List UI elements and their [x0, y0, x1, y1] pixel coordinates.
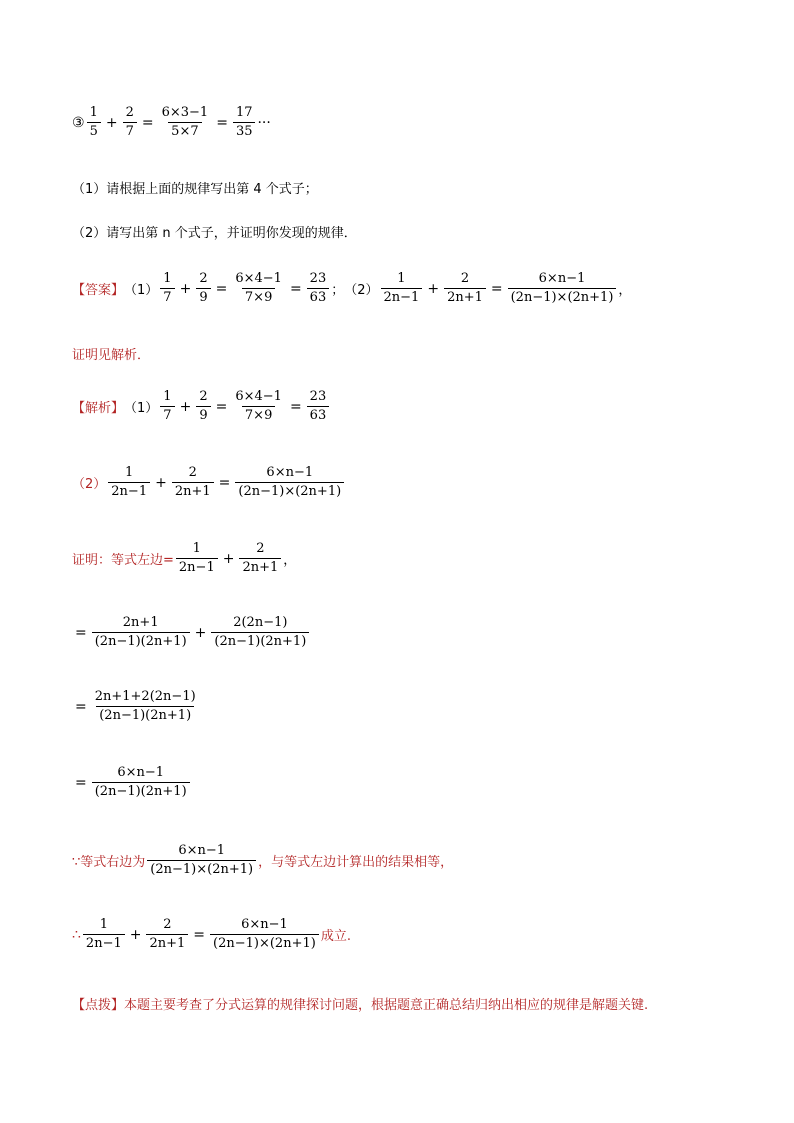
fraction: $\frac{1}{2n-1}$ [381, 272, 423, 306]
question-1: （1）请根据上面的规律写出第 4 个式子； [72, 182, 318, 197]
fraction: $\frac{17}{35}$ [233, 106, 256, 140]
circle-number: ③ [72, 114, 85, 131]
example-3: ③ $\frac{1}{5}$ + $\frac{2}{7}$ = $\frac{6\times 3-1}{5\times 7}$ = $\frac{17}{35}$ ··· [72, 105, 271, 139]
proof-start: 证明：等式左边= $\frac{1}{2n-1}$ + $\frac{2}{2n+1}$ ， [72, 541, 297, 575]
answer-line: 【答案】 （1） $\frac{1}{7}$ + $\frac{2}{9}$ = $\frac{6\times 4-1}{7\times 9}$ = $\frac{23}{63}$ ； （2） $\frac{1}{2n-1}$ + $\frac{2}{2n+1}$ = $\frac{6\times n-1}{(2n-1)\times(2n+1)}$ ， [72, 271, 632, 305]
fraction: $\frac{1}{5}$ [87, 106, 101, 140]
fraction: $\frac{1}{2n-1}$ [83, 918, 125, 952]
fraction: $\frac{2}{2n+1}$ [172, 466, 214, 500]
fraction: $\frac{2}{2n+1}$ [239, 542, 281, 576]
analysis-tag: 【解析】 [72, 401, 125, 417]
fraction: $\frac{23}{63}$ [307, 390, 330, 424]
fraction: $\frac{2}{9}$ [196, 272, 210, 306]
fraction: $\frac{23}{63}$ [307, 272, 330, 306]
fraction: $\frac{1}{7}$ [160, 390, 174, 424]
fraction: $\frac{6\times 3-1}{5\times 7}$ [161, 105, 209, 139]
proof-step-3: = $\frac{6\times n-1}{(2n-1)(2n+1)}$ [72, 766, 192, 800]
fraction: $\frac{6\times 4-1}{7\times 9}$ [235, 271, 282, 305]
tip-text: 本题主要考查了分式运算的规律探讨问题，根据题意正确总结归纳出相应的规律是解题关键. [124, 998, 649, 1013]
fraction: $\frac{6\times n-1}{(2n-1)\times(2n+1)}$ [147, 844, 256, 878]
fraction: $\frac{2(2n-1)}{(2n-1)(2n+1)}$ [211, 616, 309, 650]
analysis-part-1: 【解析】 （1） $\frac{1}{7}$ + $\frac{2}{9}$ = $\frac{6\times 4-1}{7\times 9}$ = $\frac{23}{63}$ [72, 390, 331, 424]
tip-tag: 【点拨】 [72, 998, 125, 1013]
fraction: $\frac{2}{2n+1}$ [444, 272, 486, 306]
fraction: $\frac{6\times 4-1}{7\times 9}$ [235, 389, 282, 423]
fraction: $\frac{6\times n-1}{(2n-1)\times(2n+1)}$ [235, 466, 344, 500]
fraction: $\frac{2}{7}$ [123, 106, 137, 140]
fraction: $\frac{1}{2n-1}$ [176, 542, 218, 576]
fraction: $\frac{2n+1}{(2n-1)(2n+1)}$ [92, 616, 190, 650]
fraction: $\frac{2n+1+2(2n-1)}{(2n-1)(2n+1)}$ [94, 689, 196, 723]
fraction: $\frac{6\times n-1}{(2n-1)\times(2n+1)}$ [508, 272, 617, 306]
proof-step-1: = $\frac{2n+1}{(2n-1)(2n+1)}$ + $\frac{2(2n-1)}{(2n-1)(2n+1)}$ [72, 616, 311, 650]
fraction: $\frac{2}{9}$ [196, 390, 210, 424]
fraction: $\frac{6\times n-1}{(2n-1)(2n+1)}$ [92, 766, 190, 800]
proof-step-2: = $\frac{2n+1+2(2n-1)}{(2n-1)(2n+1)}$ [72, 690, 201, 724]
answer-tag: 【答案】 [72, 283, 125, 299]
ellipsis: ··· [257, 114, 271, 131]
answer-line-2: 证明见解析． [72, 348, 151, 363]
analysis-part-2: （2） $\frac{1}{2n-1}$ + $\frac{2}{2n+1}$ = $\frac{6\times n-1}{(2n-1)\times(2n+1)}$ [72, 466, 346, 500]
fraction: $\frac{6\times n-1}{(2n-1)\times(2n+1)}$ [210, 918, 319, 952]
tip-line [72, 994, 648, 1013]
fraction: $\frac{1}{7}$ [160, 272, 174, 306]
therefore-line: ∴ $\frac{1}{2n-1}$ + $\frac{2}{2n+1}$ = $\frac{6\times n-1}{(2n-1)\times(2n+1)}$ 成立. [72, 917, 351, 951]
fraction: $\frac{2}{2n+1}$ [146, 918, 188, 952]
question-2: （2）请写出第 n 个式子，并证明你发现的规律． [72, 226, 357, 241]
because-line: ∵等式右边为 $\frac{6\times n-1}{(2n-1)\times(2n+1)}$ ，与等式左边计算出的结果相等， [72, 843, 454, 877]
fraction: $\frac{1}{2n-1}$ [108, 466, 150, 500]
